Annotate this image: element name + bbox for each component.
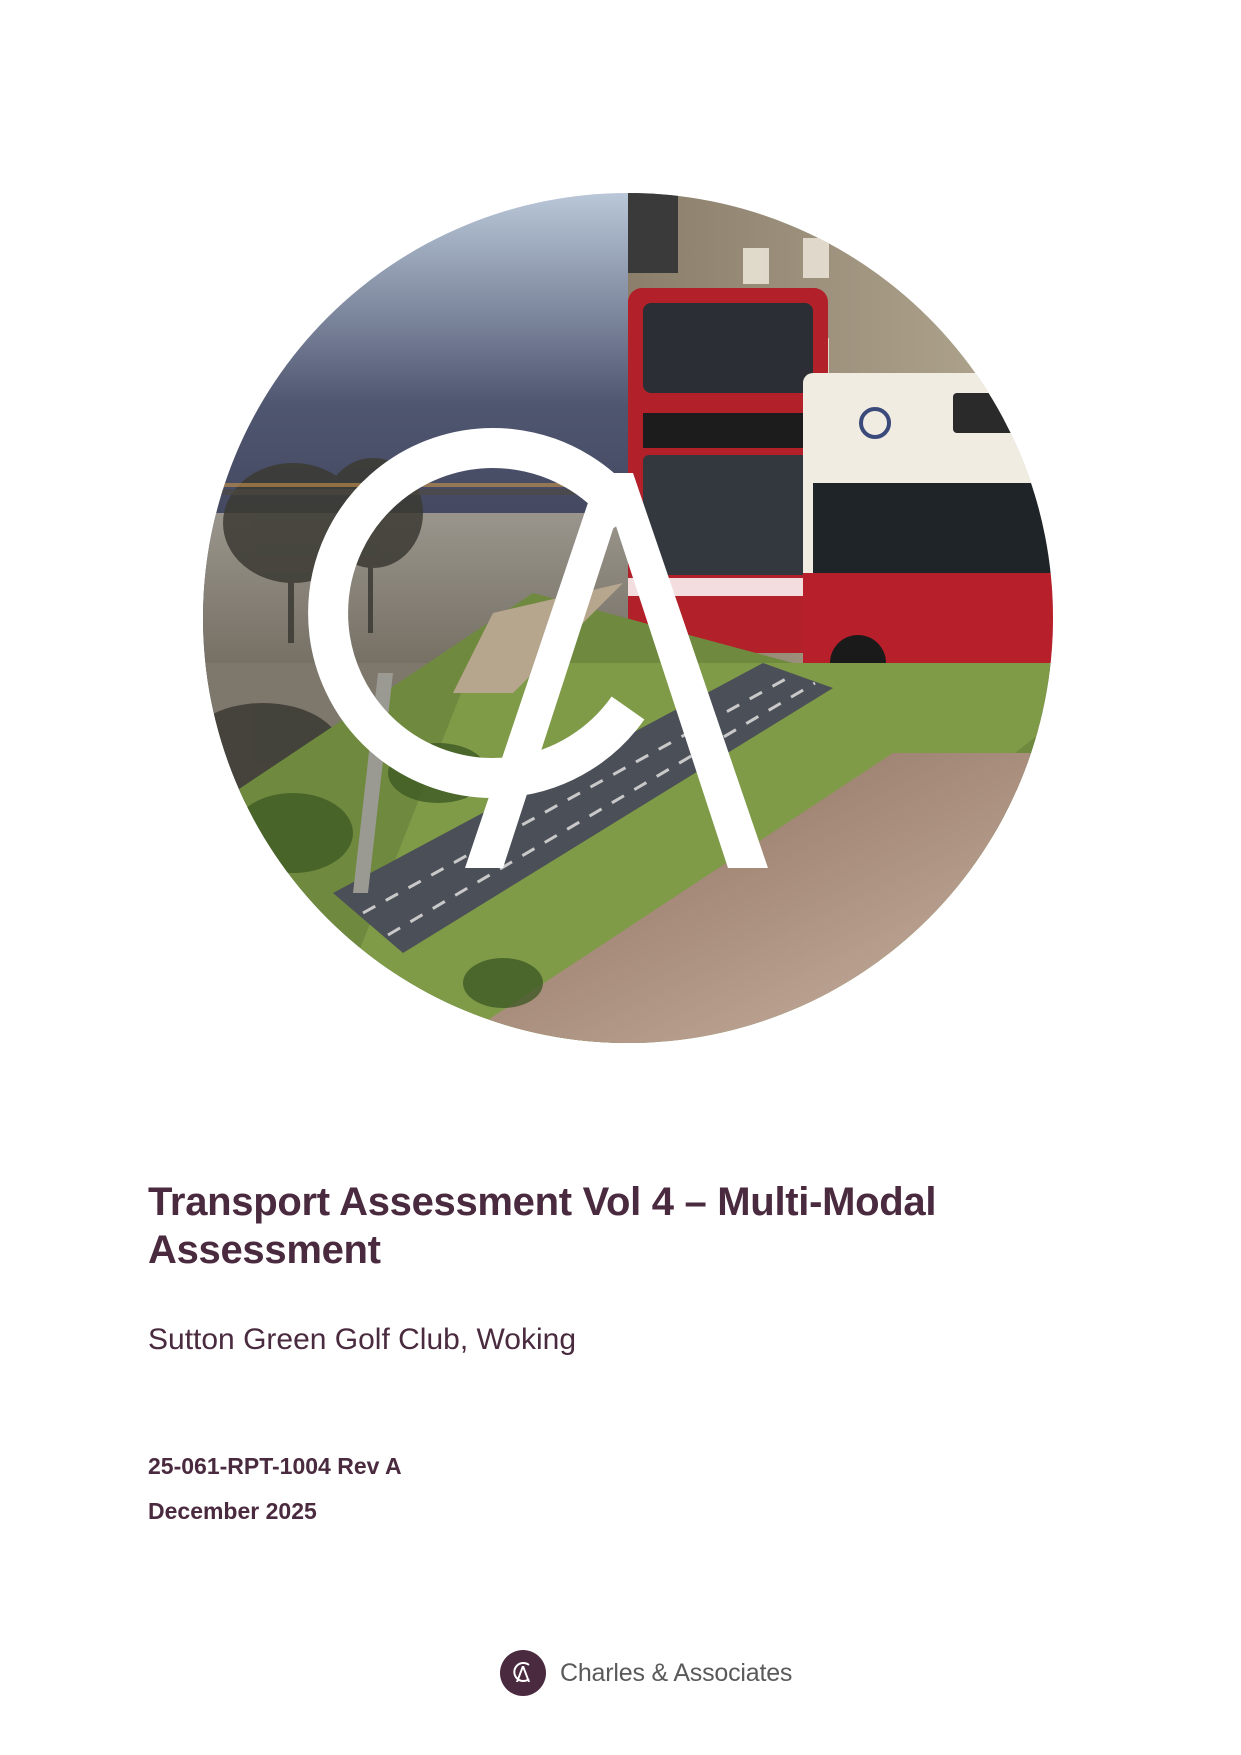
cover-image-collage [203,193,1053,1043]
document-title: Transport Assessment Vol 4 – Multi-Modal Assessment [148,1180,937,1272]
company-logo [500,1648,792,1698]
company-name: Charles & Associates [560,1658,793,1687]
document-subtitle: Sutton Green Golf Club, Woking [148,1323,576,1356]
sightseeing-bus [803,373,1053,691]
collage-svg [203,193,1053,1043]
ca-monogram-svg [508,1658,538,1688]
ca-monogram-icon [500,1650,546,1696]
document-reference: 25-061-RPT-1004 Rev A [148,1453,402,1479]
document-date: December 2025 [148,1498,317,1524]
